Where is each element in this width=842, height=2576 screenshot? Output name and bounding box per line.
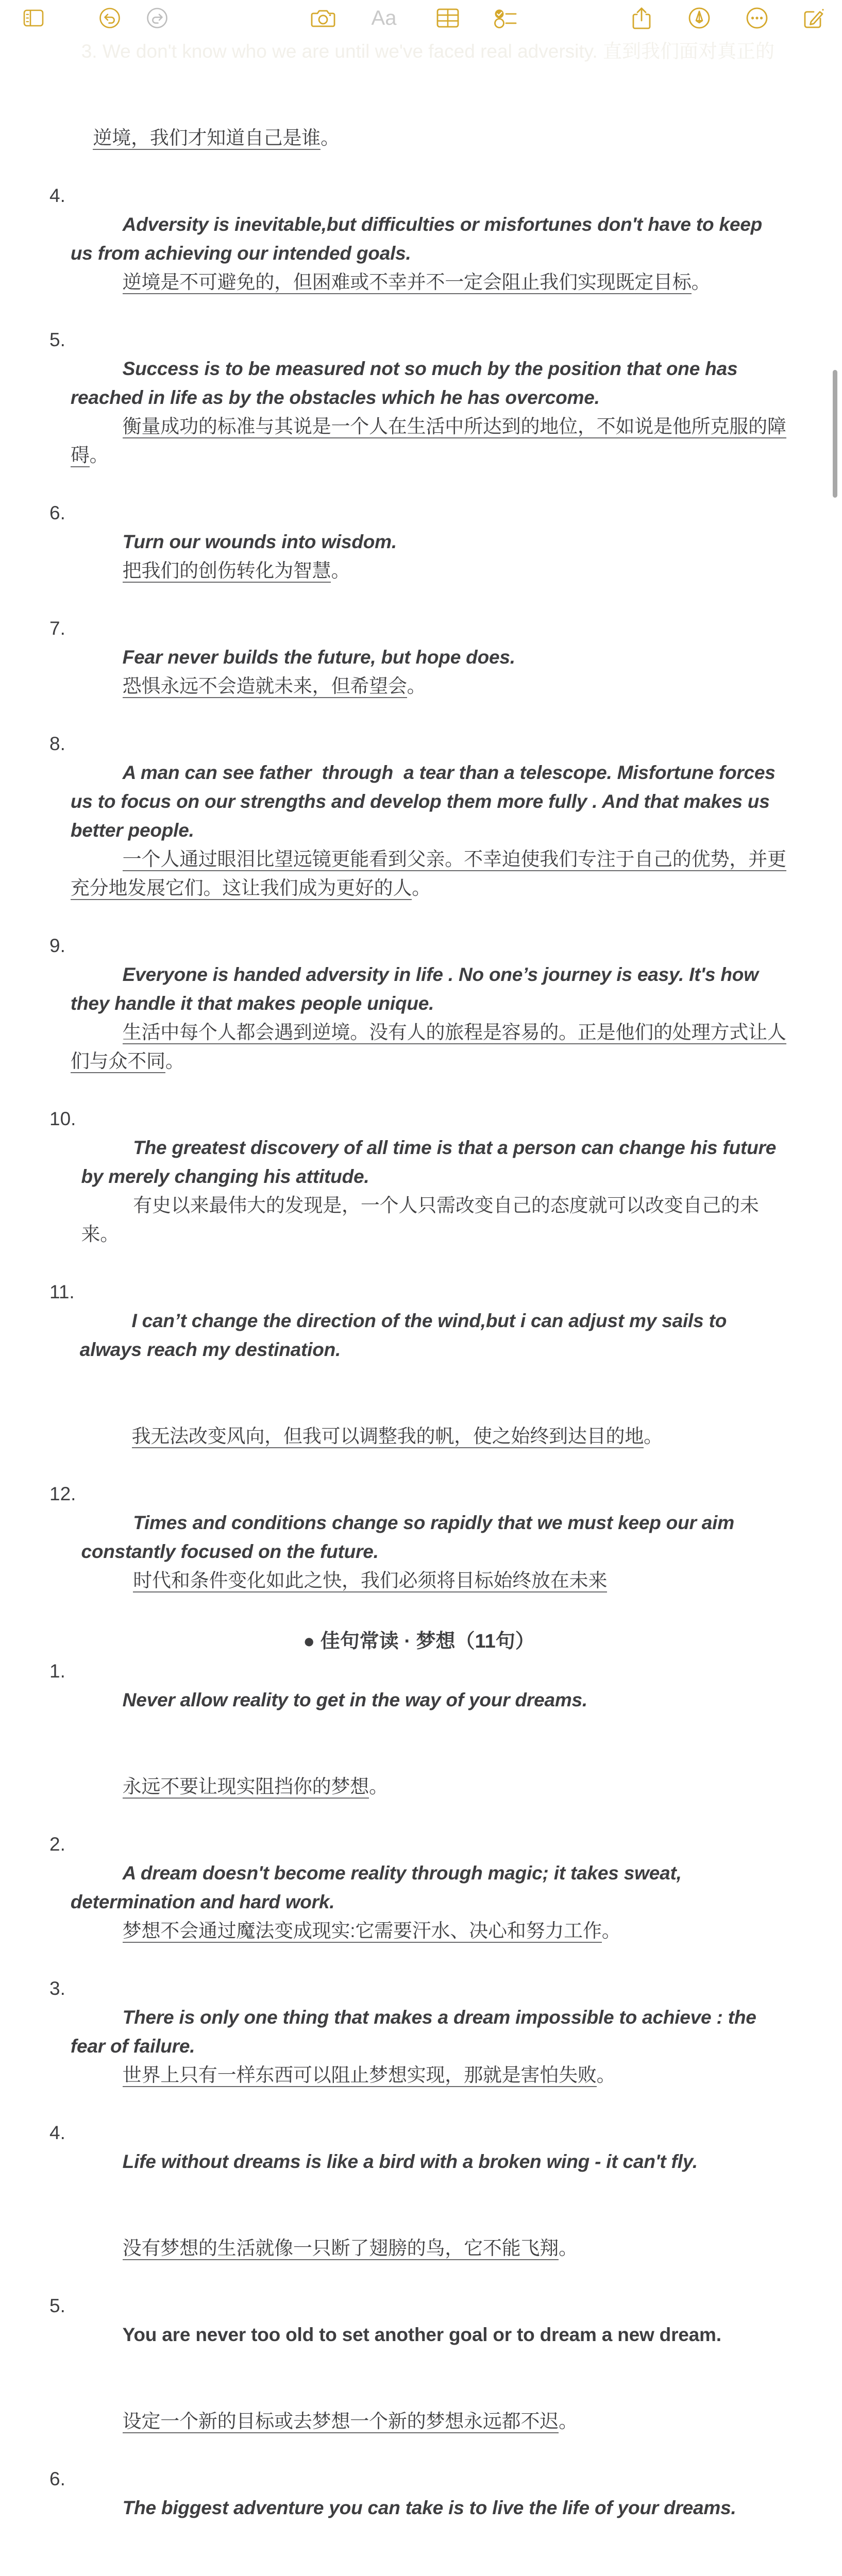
list-item-zh: 把我们的创伤转化为智慧: [123, 560, 331, 583]
list-item-en: Success is to be measured not so much by the position that one has reached in life as by the obstacles which he has overcome.: [70, 358, 743, 408]
list-item-en: The greatest discovery of all time is that a person can change his future by merely changing his attitude.: [81, 1137, 782, 1187]
list-item-content: [81, 1105, 788, 1278]
list-item: [49, 1974, 788, 2119]
format-text-icon[interactable]: Aa: [371, 7, 397, 29]
list-item-number: 4.: [49, 185, 65, 206]
list-item-content-en: [80, 1278, 788, 1393]
scrolled-line-text: 3. We don't know who we are until we've faced real adversity. 直到我们面对真正的: [81, 41, 774, 62]
checklist-icon[interactable]: [492, 4, 519, 32]
list-item: [49, 931, 788, 1105]
list-item-zh-tail: 。: [369, 1776, 388, 1797]
list-item-zh: 衡量成功的标准与其说是一个人在生活中所达到的地位，不如说是他所克服的障碍: [71, 416, 786, 467]
list-item-content-en: [71, 2465, 788, 2551]
compose-icon[interactable]: [800, 4, 828, 32]
list-item-zh-tail: 。: [559, 2411, 578, 2432]
list-item-en: Everyone is handed adversity in life . No one’s journey is easy. It's how they handle it that makes people unique.: [70, 964, 764, 1014]
list-item-content-zh: [71, 1743, 788, 1830]
list-item-content: [71, 181, 788, 326]
more-options-icon[interactable]: [743, 4, 771, 32]
list-item-number: 11.: [49, 1281, 75, 1302]
list-item: [49, 499, 788, 614]
share-icon[interactable]: [628, 4, 655, 32]
list-item-number: 8.: [49, 733, 65, 754]
list-item-en: A man can see father through a tear than a telescope. Misfortune forces us to focus on our strengths and develop them more fully . And that makes us better people.: [70, 762, 781, 841]
list-item-zh-tail: 。: [165, 1050, 184, 1072]
list-item-en: Times and conditions change so rapidly that we must keep our aim constantly focused on the future.: [81, 1512, 740, 1562]
list-item-content: [71, 1830, 788, 1974]
list-item-en: Life without dreams is like a bird with a broken wing - it can't fly.: [122, 2151, 698, 2172]
list-item: [49, 614, 788, 730]
list-item-zh: 设定一个新的目标或去梦想一个新的梦想永远都不迟: [123, 2411, 559, 2433]
list-item-content: [71, 326, 788, 499]
list-item-number: 6.: [49, 502, 65, 523]
list-item-content: [71, 499, 788, 614]
list-item: [49, 1657, 788, 1830]
line-continuation-3-zh-tail: 。: [321, 127, 340, 148]
redo-icon[interactable]: [143, 4, 171, 32]
note-content[interactable]: [0, 8, 819, 2576]
list-item-zh: 没有梦想的生活就像一只断了翅膀的鸟，它不能飞翔: [123, 2238, 559, 2260]
list-item-number: 12.: [49, 1483, 76, 1504]
list-item-zh: 一个人通过眼泪比望远镜更能看到父亲。不幸迫使我们专注于自己的优势，并更充分地发展它们。这让我们成为更好的人: [71, 849, 786, 900]
list-item: [49, 1105, 788, 1278]
list-item-content: [71, 1974, 788, 2119]
list-item-zh-tail: 。: [407, 675, 426, 697]
list-item-zh: 生活中每个人都会遇到逆境。没有人的旅程是容易的。正是他们的处理方式让人们与众不同: [71, 1022, 786, 1073]
list-item-number: 5.: [49, 2295, 65, 2316]
list-item-number: 9.: [49, 935, 65, 956]
list-item-number: 2.: [49, 1834, 65, 1855]
list-item-content-zh: [71, 2551, 788, 2576]
list-item-en: Never allow reality to get in the way of your dreams.: [122, 1689, 588, 1710]
list-item-number: 3.: [49, 1978, 65, 1999]
list-item: [49, 2465, 788, 2576]
list-item-zh: 世界上只有一样东西可以阻止梦想实现，那就是害怕失败: [123, 2064, 597, 2087]
list-item: [49, 2292, 788, 2465]
list-item-en: There is only one thing that makes a dream impossible to achieve : the fear of failure.: [70, 2007, 762, 2057]
list-item: [49, 181, 788, 326]
camera-icon[interactable]: [309, 4, 337, 32]
list-item: [49, 1278, 788, 1480]
list-item-content-en: [71, 2119, 788, 2205]
list-item-content: [71, 931, 788, 1105]
list-item-number: 10.: [49, 1108, 76, 1129]
list-item-content: [71, 614, 788, 730]
list-item-en: The biggest adventure you can take is to live the life of your dreams.: [122, 2497, 736, 2518]
list-item-zh-tail: 。: [601, 1920, 621, 1941]
list-item-zh: 逆境是不可避免的，但困难或不幸并不一定会阻止我们实现既定目标: [123, 272, 692, 294]
table-icon[interactable]: [434, 4, 462, 32]
list-item-content: [81, 1480, 788, 1624]
list-item: [49, 730, 788, 931]
note-toolbar: [0, 0, 842, 36]
list-item-en: Turn our wounds into wisdom.: [122, 531, 397, 552]
list-item-number: 5.: [49, 329, 65, 350]
list-item-zh: 永远不要让现实阻挡你的梦想: [123, 1776, 369, 1799]
list-item-zh-tail: 。: [644, 1426, 663, 1447]
list-item-content-en: [71, 2292, 788, 2378]
list-item-zh: 有史以来最伟大的发现是，一个人只需改变自己的态度就可以改变自己的未来。: [81, 1195, 759, 1245]
list-item-zh-tail: 。: [331, 560, 350, 581]
line-continuation-3-zh: 逆境，我们才知道自己是谁: [93, 127, 321, 150]
list-item-en: A dream doesn't become reality through magic; it takes sweat, determination and hard work.: [70, 1862, 687, 1912]
sidebar-toggle-icon[interactable]: [20, 4, 47, 32]
list-item-zh: 我无法改变风向，但我可以调整我的帆，使之始终到达目的地: [132, 1426, 644, 1448]
list-item-zh-tail: 。: [412, 877, 431, 899]
list-item-zh: 梦想不会通过魔法变成现实:它需要汗水、决心和努力工作: [123, 1920, 602, 1943]
list-item-zh: 时代和条件变化如此之快，我们必须将目标始终放在未来: [133, 1570, 607, 1592]
list-item-number: 6.: [49, 2468, 65, 2489]
list-item-zh-tail: 。: [559, 2238, 578, 2259]
list-item-number: 4.: [49, 2122, 65, 2143]
markup-pen-icon[interactable]: [685, 4, 713, 32]
list-item: [49, 2119, 788, 2292]
list-item-content-zh: [71, 2378, 788, 2465]
list-item-content-zh: [71, 2205, 788, 2292]
list-item-number: 1.: [49, 1660, 65, 1682]
undo-icon[interactable]: [96, 4, 124, 32]
list-item-zh-tail: 。: [89, 445, 109, 466]
list-item-zh: 恐惧永远不会造就未来，但希望会: [123, 675, 407, 698]
list-item-en: Adversity is inevitable,but difficulties or misfortunes don't have to keep us from achieving our intended goals.: [70, 214, 768, 264]
list-item-en: I can’t change the direction of the wind,but i can adjust my sails to always reach my destination.: [79, 1310, 732, 1360]
list-item-zh-tail: 。: [691, 272, 711, 293]
section-header: ● 佳句常读 · 梦想（11句）: [303, 1631, 535, 1652]
list-item-number: 7.: [49, 618, 65, 639]
line-continuation-3: [49, 95, 788, 181]
list-item-en: You are never too old to set another goal or to dream a new dream.: [122, 2324, 721, 2345]
list-item: [49, 1480, 788, 1624]
list-item: [49, 1830, 788, 1974]
list-item-content-en: [71, 1657, 788, 1743]
list-item: [49, 326, 788, 499]
list-item-content-zh: [80, 1393, 788, 1480]
list-item-zh-tail: 。: [596, 2064, 616, 2086]
vertical-scrollbar[interactable]: [833, 370, 837, 498]
list-item-en: Fear never builds the future, but hope does.: [122, 647, 515, 668]
list-item-content: [71, 730, 788, 931]
